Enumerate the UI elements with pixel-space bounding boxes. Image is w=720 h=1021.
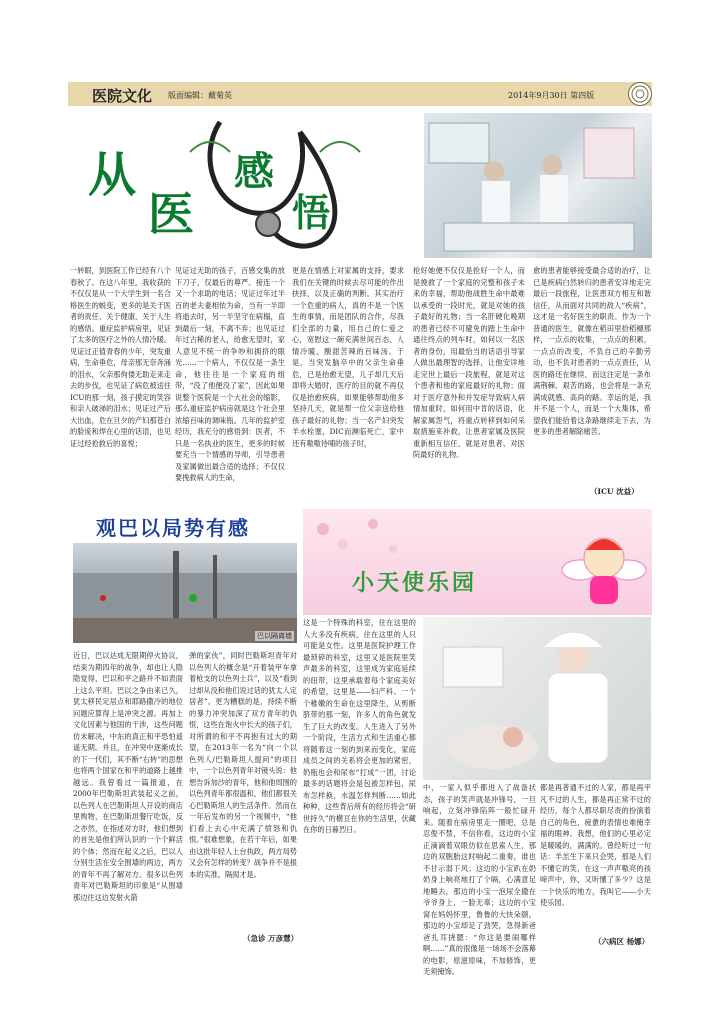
article1-credit: （ICU 沈益） — [590, 487, 639, 496]
article1-title-char-1: 从 — [88, 147, 137, 203]
article3-column-1: 这是一个特殊的科室，住在这里的人大多没有疾病，住在这里的人只可能是女性。这里是医院护理工作最琐碎的科室，这里又是医院里笑声最多的科室，这里成为家庭延续的纽带，这里承载着每个家庭美好的希望，这里是——妇产科。一个个稚嫩的生命在这里降生，从剪断脐带的那一刻，许多人的角色就发生了巨大的改变。人生进入了另外一个阶段，生活方式和生活重心都将随着这一刻的到来而变化，家庭成员之间的关系将会更加的紧密，奶瓶也会和尿布“打成”一团，讨论最多的话题将会是包被怎样包，尿布怎样换，水温怎样判断……如此种种，这些背后所有的经历将会“研世持久”的横亘在你的生活里，伏藏在你的日暮烈日。 — [303, 618, 416, 834]
article3-credit: （六病区 杨娜） — [594, 937, 650, 946]
article1-title-char-2: 医 — [148, 187, 194, 241]
section-title: 医院文化 — [92, 87, 153, 105]
article1-column-1: 一转眼，到医院工作已经有八个春秋了。在这八年里，我收获的不仅仅是从一个大学生到一名合格医生的蜕变，更多的是关于医者的责任、关于健康、关于人生的感悟。重症监护病房里，见证了太多的医疗之外的人情冷暖。见证过正值青春的少年，突发重病，生命垂危，母亲那无奈奔涌的泪水，父亲那佝偻无助走来走去的步伐，也见证了病危被送往ICU的那一刻，孩子摸定的笑容和亲人破涕的泪水；见证过产后大出血，危在旦夕的产妇那苍白的脸庞和焊在心里的话语，也见证过经抢救后的喜悦； — [70, 266, 171, 448]
blossom-decoration — [303, 509, 423, 615]
hospital-logo — [628, 82, 652, 106]
article1-column-5: 愈的患者能够接受最合适的治疗，让已是疾病白然转归的患者安详地走完最后一段旅程，让医患双方相互和谐信任，从而面对共同的敌人“疾病”，这才是一名好医生的职责。作为一个普通的医生，就像在稻田里拾稻穗那样，一点点的收集，一点点的积累，一点点的改变，不负自己的辛勤劳动，也不负对患者的一点点责任，从医的路还在继续，而这注定是一条布满荆棘、艰苦的路，也会将是一条充满成就感、高尚的路。幸运的是，我并不是一个人，而是一个大集体，希望我们能拾着这条路继续走下去，为更多的患者解除痛苦。 — [533, 266, 651, 436]
issue-date: 2014年9月30日 第四版 — [508, 91, 595, 100]
article2-column-2: 弹的家伙”，同时巴勒斯坦青年对以色列人的概念是“开着装甲车拿着枪支的以色列士兵”，以及“看到过却从没和他们说过话的犹太人定居者”。更为糟糕的是，持续不断的暴力冲突加深了双方青年的仇恨，这些在饱火中长大的孩子们，对所谓的和平不再抱有过大的期望，在2013年一名为“向一个以色列人/巴勒斯坦人提问”的项目中，一个以色列青年对镜头说：他想告诉加沙的青年，他和他周围的以色列青年都很温和，他们都很关心巴勒斯坦人的生活条件。然而在一年后发布的另一个视频中，“他们看上去心中充满了愤怒和仇恨。”很难想象，在若干年后，如果由这批年轻人上台执政，两方局势又会有怎样的转变？战争并不是根本的实准，隔阂才是。 — [189, 651, 297, 879]
angel-icon — [560, 520, 648, 612]
article1-column-3: 更是在情感上对家属的支持，要求我们在关键的时候去尽可能的作出抉择，以及正确的判断。其实治疗一个危重的病人，真的不是一个医生的事情，而是团队的合作，尽我们全部的力量，用自己的仁爱之心，宽慰这一碗充满世间百态、人情冷暖、酸甜苦辣的百味汤。于是，当突发脑卒中的父亲生命垂危，已是抬愈无望，儿子却几天后即将大婚时，医疗的目的就不再仅仅是抬愈疾病，如果能够帮助他多坚持几天，就是帮一位父亲送给他孩子最好的礼物；当一名产妇突发羊水栓塞，DIC而濒临死亡，家中还有嗷嗷待哺的孩子时， — [292, 266, 404, 448]
article3-column-2: 中，一家人似乎都进入了战备状态，孩子的笑声就是冲锋号，一旦响起，立刻冲锋陷阵一般忙碌开来。随着在病房里走一圈吧，总是忍俊不禁，不信你看，这边的小宝正滴滴着双眼仿似在思索人生，那边的双胞胎这时响起二重奏，谁也不甘示弱下风；这边的小宝趴在奶奶身上响亮地打了个嗝，心满意足地睡去，那边的小宝一泡尿全撒在爷爷身上，一脸无辜；这边的小宝窝在妈妈怀里，鲁鲁的大快朵颐，那边的小宝却足了劲哭，急得新爸爸扎耳挠腮：“你这是要闹哪样啊……”真的很像是一场场不会落幕的电影，原滋原味，不加修饰，更无须掩饰。 — [423, 783, 536, 976]
article1-title-char-4: 悟 — [292, 190, 331, 235]
separation-wall-photo — [73, 543, 297, 643]
photo-caption: 巴以隔离墙 — [257, 632, 292, 640]
newborn-photo — [423, 617, 651, 780]
article3-column-3: 都是再普通不过的人家，都是再平凡不过的人生，都是再正常不过的经历，每个人都尽职尽责的扮演着自己的角色，疲惫的表情也难掩幸福的眼神。我想，他们的心里必定是暖暖的，满满的。曾经听过一句话：羊羔生下来只会哭，那是人们不懂它的笑，在这一声声嗷亮的孩啼声中，你，又听懂了多少？这是一个快乐的地方，我叫它——小天使乐园。 — [540, 783, 651, 907]
article2-credit: （急诊 万彦慧） — [243, 934, 299, 943]
article2-title: 观巴以局势有感 — [96, 516, 250, 540]
article3-title: 小天使乐园 — [352, 571, 478, 596]
article2-column-1: 近日，巴以达成无限期停火协议，结束为期四年的战争，却也让人隐隐觉得，巴以和平之路并不如表面上这么平坦。巴以之争由来已久，犹太移民定居点和耶路撒冷的地位问题应算得上是冲突之源。再加上文化因素与他国的干涉，这些问题仿未解决，中东的真正和平恐怕遥遥无期。并且，在冲突中逐渐成长的下一代们，其不断“右转”的思想也将两个国家在和平的道路上越推越远。我曾看过一篇报道，在2000年巴勒斯坦武装起义之前，以色列人在巴勒斯坦人开设的商店里购物，在巴勒斯坦餐厅吃饭，反之亦然，在指述对方时，他们想到的首先是他们所认识的一个个鲜活的个体；然而在起义之后，巴以人分别生活在安全围墙的两边，两方的青年不再了解对方。很多以色列青年对巴勒斯坦的印象是“从围墙那边往这边发射火箭 — [73, 651, 183, 902]
article1-column-4: 抢好她便不仅仅是抢好一个人，而是挽救了一个家庭的完整和孩子未来的幸福，帮助他战胜生命中最难以承受的一段时光，就是对她的孩子最好的礼物；当一名肝硬化晚期的患者已经不可避免的踏上生命中通往终点的列车时，如何以一名医者的身份，用最恰当的话语引导家人做出最理智的选择，让他安详地走完世上最后一段旅程，就是对这个患者和他的家庭最好的礼物；面对于医疗意外和并发症导致病人病情加重时，如何用中肯的话语，化解家属怨气，将重点转移到如何采取措施来补救，让患者家属及医院重新相互信任，就是对患者、对医院最好的礼物。 — [413, 266, 525, 459]
icu-photo — [424, 113, 652, 258]
article1-title-char-3: 感 — [234, 148, 274, 195]
article1-column-2: 见证过无助的孩子，百感交集的放下刀子，仅最后的尊严。接连一个又一个求助的电话；见证过年过半百的老夫妻相依为命，当有一半即将逝去时，另一半坚守在病榻，直到最后一刻，不离不弃；也见证过年过古稀的老人，给愈无望时，家人意见不统一的争吵和拥挤的眼光……一个病人，不仅仅是一条生命，他往往是一个家庭的组带，“没了他便没了家”，因此如果说整个医院是一个大社会的缩影，那么重症监护病房就是这个社会里浓缩百味的调味瓶。几年的监护室经历，我充分的感悟到：医者，不只是一名执业的医生，更多的时候要充当一个情感的导师，引导患者及家属做出最合适的选择；不仅仅要挽救病人的生命， — [175, 266, 285, 482]
editor-label: 版面编辑：戴菊英 — [168, 91, 232, 100]
